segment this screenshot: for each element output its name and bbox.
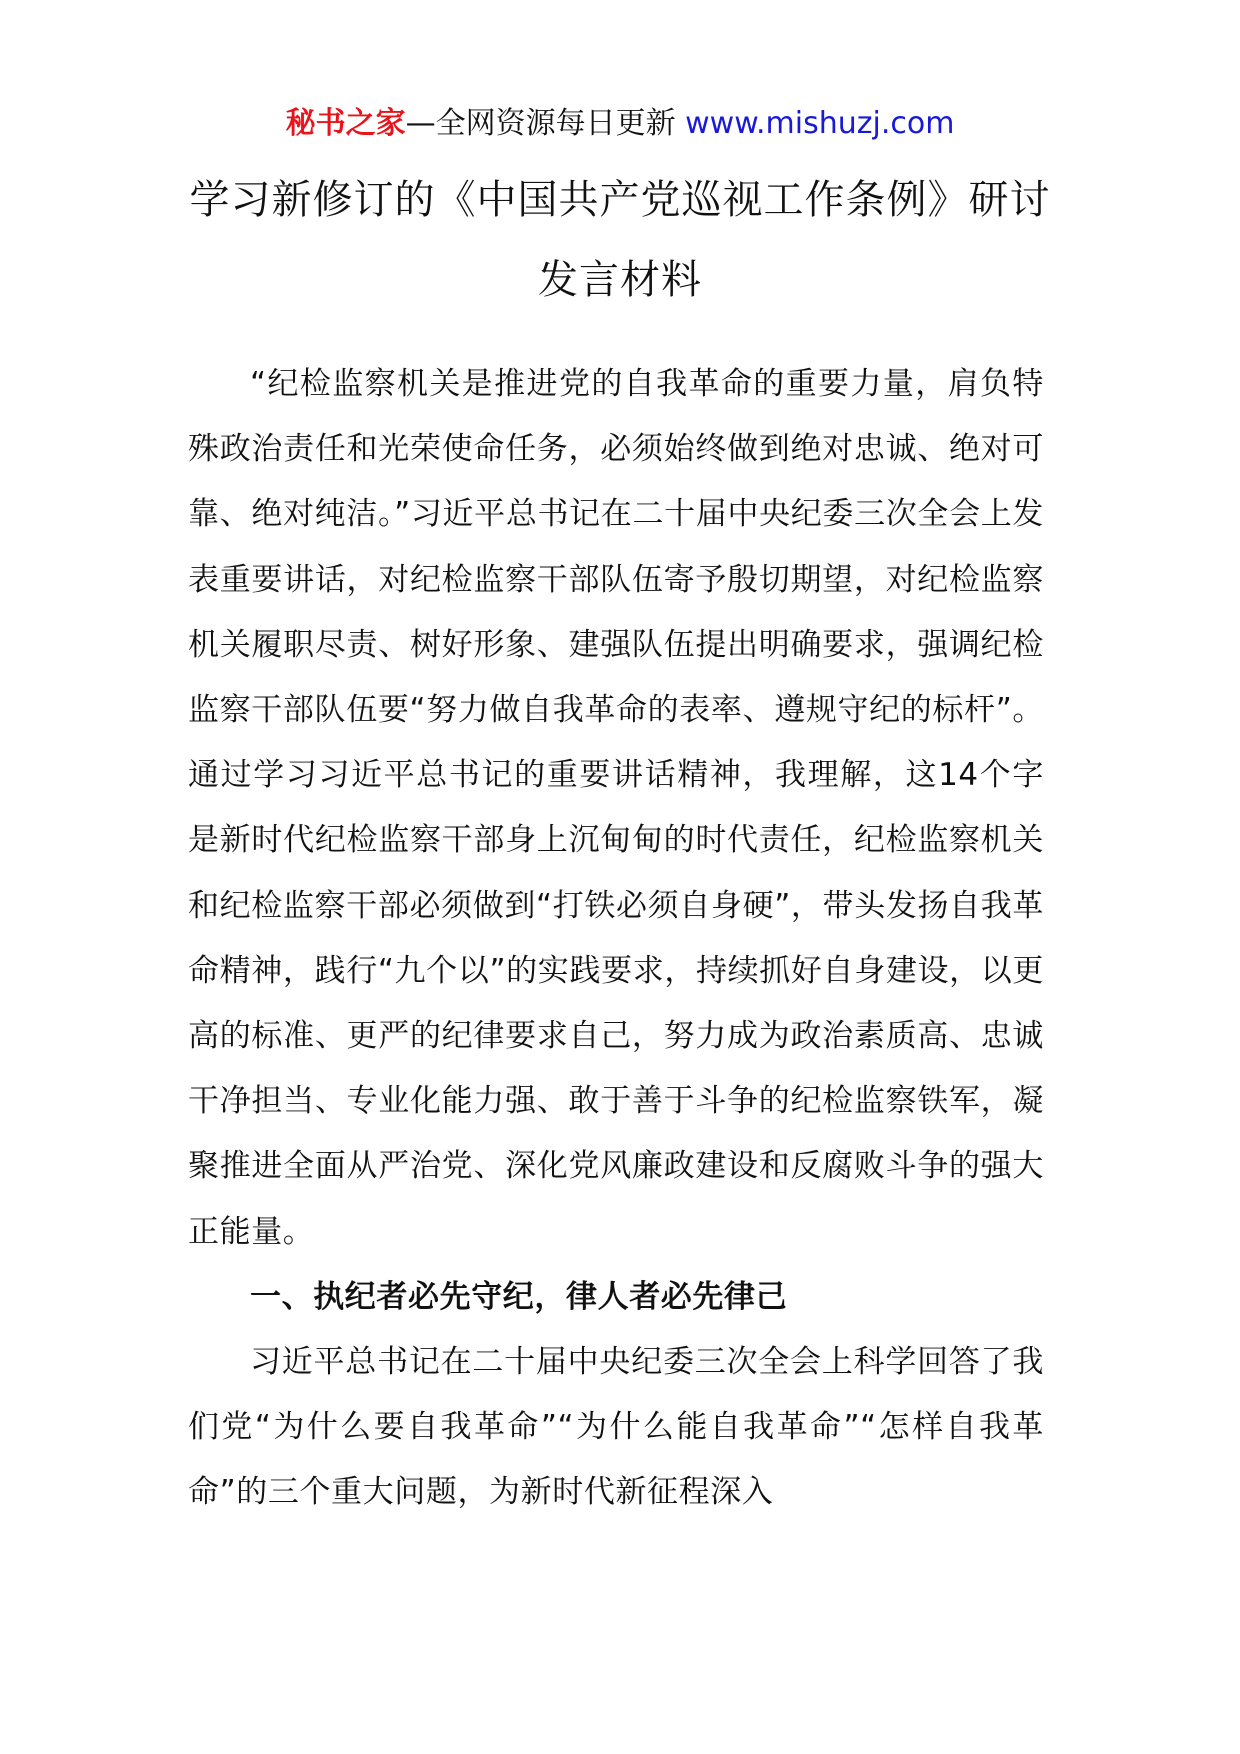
document-body	[188, 352, 1044, 1526]
brand-name: 秘书之家	[285, 106, 406, 141]
site-banner	[0, 104, 1240, 144]
body-paragraph: “纪检监察机关是推进党的自我革命的重要力量，肩负特殊政治责任和光荣使命任务，必须始终做到绝对忠诚、绝对可靠、绝对纯洁。”习近平总书记在二十届中央纪委三次全会上发表重要讲话，对纪检监察干部队伍寄予殷切期望，对纪检监察机关履职尽责、树好形象、建强队伍提出明确要求，强调纪检监察干部队伍要“努力做自我革命的表率、遵规守纪的标杆”。通过学习习近平总书记的重要讲话精神，我理解，这14个字是新时代纪检监察干部身上沉甸甸的时代责任，纪检监察机关和纪检监察干部必须做到“打铁必须自身硬”，带头发扬自我革命精神，践行“九个以”的实践要求，持续抓好自身建设，以更高的标准、更严的纪律要求自己，努力成为政治素质高、忠诚干净担当、专业化能力强、敢于善于斗争的纪检监察铁军，凝聚推进全面从严治党、深化党风廉政建设和反腐败斗争的强大正能量。	[188, 366, 1044, 1250]
site-url-link[interactable]: www.mishuzj.com	[685, 106, 955, 141]
section-paragraph: 习近平总书记在二十届中央纪委三次全会上科学回答了我们党“为什么要自我革命”“为什么能自我革命”“怎样自我革命”的三个重大问题，为新时代新征程深入	[188, 1344, 1044, 1511]
section-heading: 一、执纪者必先守纪，律人者必先律己	[250, 1278, 788, 1315]
banner-tagline: —全网资源每日更新	[405, 106, 686, 141]
document-title: 学习新修订的《中国共产党巡视工作条例》研讨发言材料	[189, 177, 1051, 303]
